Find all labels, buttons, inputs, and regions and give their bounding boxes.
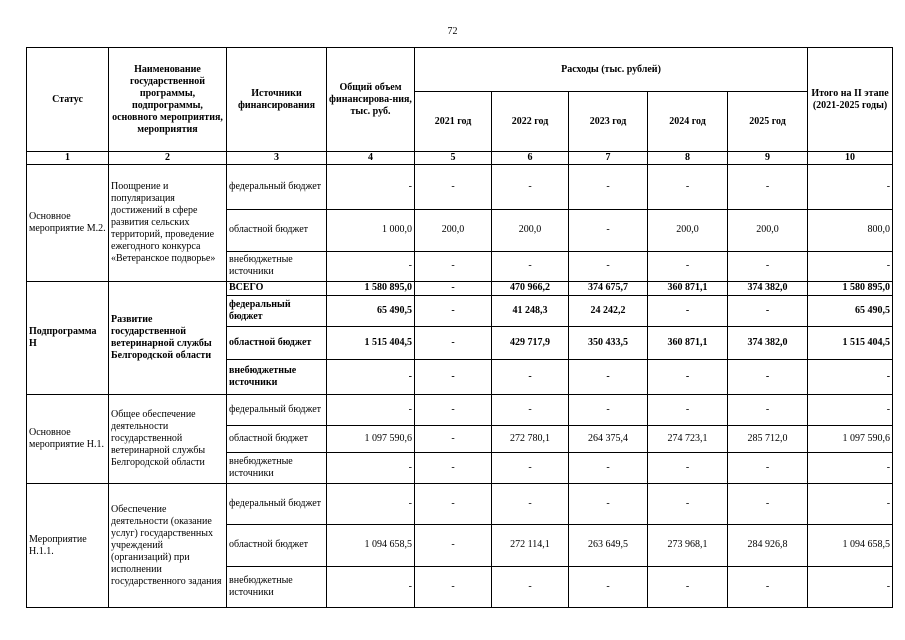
itog-cell: -: [808, 165, 893, 209]
source-cell: федеральный бюджет: [227, 296, 327, 327]
header-expenses: Расходы (тыс. рублей): [415, 48, 808, 92]
year-2025-cell: 200,0: [728, 209, 808, 251]
year-2021-cell: -: [415, 296, 492, 327]
total-cell: 1 000,0: [327, 209, 415, 251]
total-cell: -: [327, 165, 415, 209]
year-2025-cell: -: [728, 296, 808, 327]
year-2021-cell: -: [415, 524, 492, 566]
itog-cell: -: [808, 566, 893, 607]
year-2024-cell: 274 723,1: [648, 425, 728, 452]
itog-cell: -: [808, 394, 893, 425]
column-number: 10: [808, 152, 893, 165]
source-cell: внебюджетные источники: [227, 452, 327, 484]
source-cell: областной бюджет: [227, 326, 327, 359]
year-2025-cell: -: [728, 165, 808, 209]
column-number: 2: [109, 152, 227, 165]
header-year-2022: 2022 год: [492, 92, 569, 152]
status-cell: Подпрограмма Н: [27, 281, 109, 394]
header-itog: Итого на II этапе (2021-2025 годы): [808, 48, 893, 152]
year-2021-cell: -: [415, 359, 492, 394]
year-2023-cell: -: [569, 452, 648, 484]
column-number: 4: [327, 152, 415, 165]
year-2024-cell: -: [648, 452, 728, 484]
year-2023-cell: -: [569, 251, 648, 281]
year-2021-cell: -: [415, 165, 492, 209]
status-cell: Основное мероприятие М.2.: [27, 165, 109, 281]
itog-cell: -: [808, 359, 893, 394]
header-year-2024: 2024 год: [648, 92, 728, 152]
header-year-2023: 2023 год: [569, 92, 648, 152]
year-2021-cell: -: [415, 566, 492, 607]
source-cell: областной бюджет: [227, 209, 327, 251]
year-2025-cell: -: [728, 566, 808, 607]
year-2024-cell: 360 871,1: [648, 326, 728, 359]
year-2023-cell: 264 375,4: [569, 425, 648, 452]
source-cell: областной бюджет: [227, 425, 327, 452]
source-cell: федеральный бюджет: [227, 484, 327, 524]
year-2024-cell: -: [648, 165, 728, 209]
source-cell: внебюджетные источники: [227, 251, 327, 281]
total-cell: -: [327, 394, 415, 425]
itog-cell: -: [808, 452, 893, 484]
column-number: 5: [415, 152, 492, 165]
year-2022-cell: -: [492, 359, 569, 394]
year-2025-cell: -: [728, 359, 808, 394]
year-2021-cell: -: [415, 484, 492, 524]
year-2023-cell: -: [569, 484, 648, 524]
year-2022-cell: -: [492, 452, 569, 484]
year-2022-cell: 272 114,1: [492, 524, 569, 566]
itog-cell: 65 490,5: [808, 296, 893, 327]
year-2022-cell: -: [492, 251, 569, 281]
itog-cell: 800,0: [808, 209, 893, 251]
year-2024-cell: -: [648, 566, 728, 607]
year-2025-cell: -: [728, 394, 808, 425]
table-row: [27, 281, 893, 295]
year-2025-cell: -: [728, 251, 808, 281]
year-2024-cell: 360 871,1: [648, 281, 728, 295]
total-cell: -: [327, 251, 415, 281]
financing-table: [26, 47, 893, 608]
year-2022-cell: -: [492, 484, 569, 524]
year-2022-cell: 272 780,1: [492, 425, 569, 452]
year-2021-cell: -: [415, 394, 492, 425]
year-2021-cell: -: [415, 452, 492, 484]
year-2022-cell: 470 966,2: [492, 281, 569, 295]
total-cell: -: [327, 359, 415, 394]
source-cell: областной бюджет: [227, 524, 327, 566]
source-cell: ВСЕГО: [227, 281, 327, 295]
header-year-2025: 2025 год: [728, 92, 808, 152]
year-2021-cell: -: [415, 326, 492, 359]
itog-cell: 1 094 658,5: [808, 524, 893, 566]
total-cell: -: [327, 566, 415, 607]
year-2022-cell: 429 717,9: [492, 326, 569, 359]
year-2024-cell: -: [648, 484, 728, 524]
column-number: 8: [648, 152, 728, 165]
year-2025-cell: 285 712,0: [728, 425, 808, 452]
year-2023-cell: -: [569, 566, 648, 607]
source-cell: федеральный бюджет: [227, 165, 327, 209]
status-cell: Основное мероприятие Н.1.: [27, 394, 109, 484]
column-number: 7: [569, 152, 648, 165]
table-row: [27, 484, 893, 524]
year-2025-cell: -: [728, 484, 808, 524]
column-number: 6: [492, 152, 569, 165]
header-year-2021: 2021 год: [415, 92, 492, 152]
year-2023-cell: -: [569, 394, 648, 425]
year-2023-cell: 374 675,7: [569, 281, 648, 295]
year-2021-cell: -: [415, 251, 492, 281]
year-2021-cell: -: [415, 425, 492, 452]
column-number-row: [27, 152, 893, 165]
status-cell: Мероприятие Н.1.1.: [27, 484, 109, 608]
year-2025-cell: -: [728, 452, 808, 484]
year-2025-cell: 374 382,0: [728, 281, 808, 295]
year-2021-cell: -: [415, 281, 492, 295]
year-2024-cell: -: [648, 251, 728, 281]
name-cell: Развитие государственной ветеринарной службы Белгородской области: [109, 281, 227, 394]
table-row: [27, 394, 893, 425]
table-row: [27, 165, 893, 209]
itog-cell: -: [808, 251, 893, 281]
year-2024-cell: 273 968,1: [648, 524, 728, 566]
itog-cell: 1 580 895,0: [808, 281, 893, 295]
year-2024-cell: 200,0: [648, 209, 728, 251]
itog-cell: -: [808, 484, 893, 524]
year-2025-cell: 374 382,0: [728, 326, 808, 359]
source-cell: федеральный бюджет: [227, 394, 327, 425]
name-cell: Обеспечение деятельности (оказание услуг) государственных учреждений (организаций) при исполнении государственного задания: [109, 484, 227, 608]
header-sources: Источники финансирования: [227, 48, 327, 152]
year-2022-cell: -: [492, 566, 569, 607]
name-cell: Общее обеспечение деятельности государственной ветеринарной службы Белгородской области: [109, 394, 227, 484]
year-2022-cell: -: [492, 165, 569, 209]
source-cell: внебюджетные источники: [227, 566, 327, 607]
itog-cell: 1 097 590,6: [808, 425, 893, 452]
year-2022-cell: 200,0: [492, 209, 569, 251]
source-cell: внебюджетные источники: [227, 359, 327, 394]
year-2022-cell: 41 248,3: [492, 296, 569, 327]
column-number: 3: [227, 152, 327, 165]
year-2023-cell: -: [569, 359, 648, 394]
year-2023-cell: 24 242,2: [569, 296, 648, 327]
year-2021-cell: 200,0: [415, 209, 492, 251]
year-2023-cell: -: [569, 209, 648, 251]
total-cell: 1 580 895,0: [327, 281, 415, 295]
year-2023-cell: 350 433,5: [569, 326, 648, 359]
total-cell: 1 515 404,5: [327, 326, 415, 359]
year-2022-cell: -: [492, 394, 569, 425]
total-cell: 65 490,5: [327, 296, 415, 327]
year-2023-cell: -: [569, 165, 648, 209]
column-number: 1: [27, 152, 109, 165]
name-cell: Поощрение и популяризация достижений в сфере развития сельских территорий, проведение ежегодного конкурса «Ветеранское подворье»: [109, 165, 227, 281]
column-number: 9: [728, 152, 808, 165]
total-cell: 1 097 590,6: [327, 425, 415, 452]
header-status: Статус: [27, 48, 109, 152]
year-2023-cell: 263 649,5: [569, 524, 648, 566]
page-number: 72: [447, 26, 458, 37]
year-2024-cell: -: [648, 394, 728, 425]
year-2024-cell: -: [648, 359, 728, 394]
header-name: Наименование государственной программы, подпрограммы, основного мероприятия, мероприятия: [109, 48, 227, 152]
total-cell: -: [327, 452, 415, 484]
total-cell: 1 094 658,5: [327, 524, 415, 566]
year-2024-cell: -: [648, 296, 728, 327]
itog-cell: 1 515 404,5: [808, 326, 893, 359]
year-2025-cell: 284 926,8: [728, 524, 808, 566]
header-total-volume: Общий объем финансирова-ния, тыс. руб.: [327, 48, 415, 152]
total-cell: -: [327, 484, 415, 524]
